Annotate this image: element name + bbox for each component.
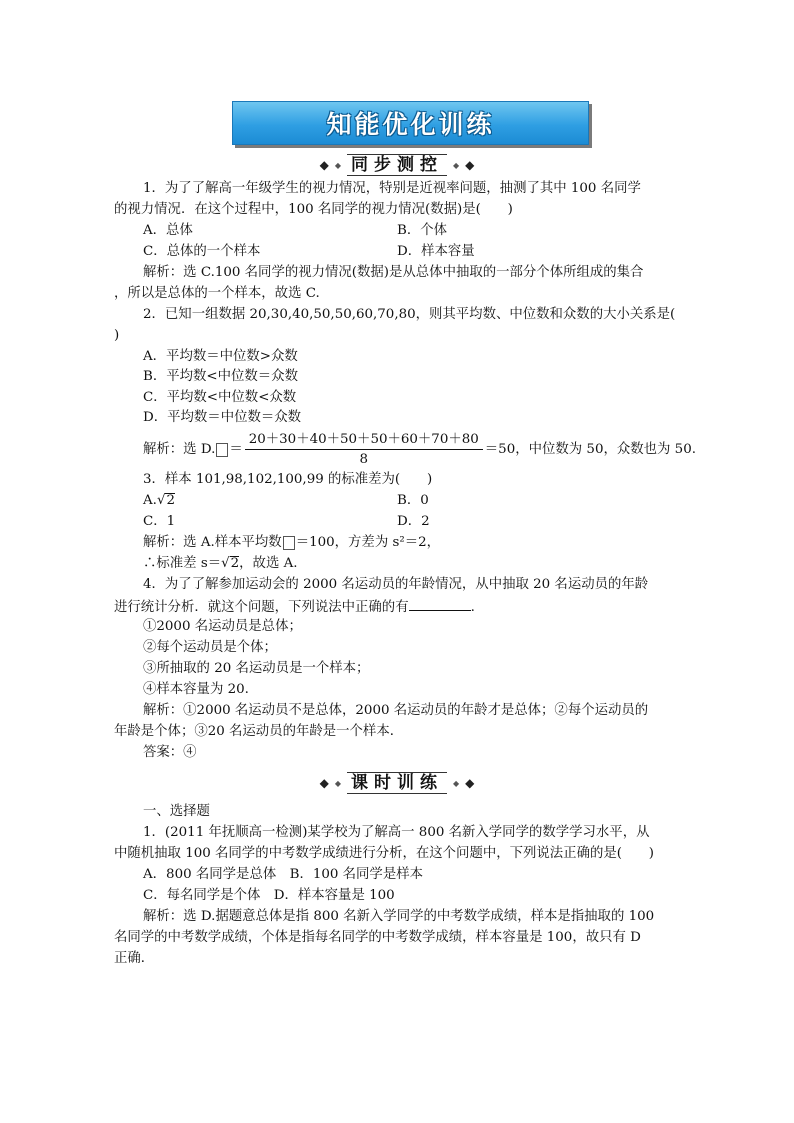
fraction-denominator: 8 (359, 452, 369, 467)
q4-analysis: 年龄是个体；③20 名运动员的年龄是一个样本． (114, 724, 404, 739)
q2-option-c: C．平均数<中位数<众数 (143, 390, 297, 405)
part2-heading: 一、选择题 (143, 804, 210, 819)
section-title: 课时训练 (347, 772, 447, 794)
q4-statement-3: ③所抽取的 20 名运动员是一个样本； (143, 661, 370, 676)
q2-analysis-suffix: ＝50，中位数为 50，众数也为 50. (484, 442, 696, 457)
q1-option-d: D．样本容量 (397, 244, 475, 259)
q1-option-a: A．总体 (143, 223, 193, 238)
q4-stem (114, 596, 475, 618)
q3-option-c: C．1 (143, 514, 176, 529)
sqrt-radicand: 2 (230, 556, 240, 571)
q2-mean-fraction (245, 430, 483, 469)
mean-symbol-icon (216, 443, 228, 457)
q3-analysis-l2-prefix: ∴标准差 s＝ (143, 556, 222, 571)
fraction-numerator: 20＋30＋40＋50＋50＋60＋70＋80 (245, 430, 483, 450)
sqrt-radicand: 2 (166, 493, 176, 508)
mean-symbol-icon (283, 536, 295, 550)
section-header-class-training (0, 771, 794, 795)
q4-stem-text: 进行统计分析．就这个问题，下列说法中正确的有 (114, 600, 409, 615)
p2-q1-options-cd: C．每名同学是个体 D．样本容量是 100 (143, 888, 395, 903)
q4-statement-1: ①2000 名运动员是总体； (143, 619, 302, 634)
sqrt-icon: √ (221, 556, 230, 571)
q4-statement-4: ④样本容量为 20. (143, 682, 249, 697)
p2-q1-options-ab: A．800 名同学是总体 B．100 名同学是样本 (143, 867, 423, 882)
diamond-ornament-icon: ◆ (453, 778, 460, 788)
q3-option-d: D．2 (397, 514, 430, 529)
q1-stem: 1．为了了解高一年级学生的视力情况，特别是近视率问题，抽测了其中 100 名同学 (143, 181, 641, 196)
q2-option-b: B．平均数<中位数＝众数 (143, 369, 298, 384)
p2-q1-analysis: 名同学的中考数学成绩，个体是指每名同学的中考数学成绩，样本容量是 100，故只有 D (114, 930, 641, 945)
q3-option-b: B．0 (397, 493, 429, 508)
q1-option-c: C．总体的一个样本 (143, 244, 261, 259)
q2-analysis (143, 430, 696, 469)
q3-analysis (143, 554, 298, 574)
section-header-sync-test (0, 153, 794, 177)
q4-answer: 答案：④ (143, 745, 197, 760)
diamond-ornament-icon: ◆ (465, 776, 475, 790)
diamond-ornament-icon: ◆ (453, 160, 460, 170)
q3-option-a (143, 491, 175, 511)
p2-q1-analysis: 正确． (114, 951, 155, 966)
q4-stem: 4．为了了解参加运动会的 2000 名运动员的年龄情况，从中抽取 20 名运动员的年龄 (143, 577, 649, 592)
page-title: 知能优化训练 (326, 110, 495, 139)
title-banner (232, 101, 589, 145)
q1-option-b: B．个体 (397, 223, 448, 238)
q2-analysis-prefix: 解析：选 D. (143, 442, 216, 457)
q2-option-d: D．平均数＝中位数＝众数 (143, 410, 302, 425)
diamond-ornament-icon: ◆ (319, 158, 329, 172)
p2-q1-stem: 中随机抽取 100 名同学的中考数学成绩进行分析，在这个问题中，下列说法正确的是( ) (114, 846, 654, 861)
diamond-ornament-icon: ◆ (334, 778, 341, 788)
q1-analysis: 解析：选 C.100 名同学的视力情况(数据)是从总体中抽取的一部分个体所组成的集合 (143, 265, 644, 280)
answer-blank (409, 596, 471, 611)
q2-analysis-eq: ＝ (229, 442, 243, 457)
diamond-ornament-icon: ◆ (465, 158, 475, 172)
q4-analysis: 解析：①2000 名运动员不是总体，2000 名运动员的年龄才是总体；②每个运动员的 (143, 703, 649, 718)
q2-stem: 2．已知一组数据 20,30,40,50,50,60,70,80，则其平均数、中位数和众数的大小关系是( (143, 307, 676, 322)
q1-analysis: ，所以是总体的一个样本，故选 C. (114, 286, 320, 301)
q4-stem-end: . (470, 600, 475, 615)
q2-option-a: A．平均数＝中位数>众数 (143, 349, 298, 364)
q3-analysis-prefix: 解析：选 A.样本平均数 (143, 535, 282, 550)
q1-stem: 的视力情况．在这个过程中，100 名同学的视力情况(数据)是( ) (114, 202, 513, 217)
q3-analysis (143, 533, 440, 553)
sqrt-icon: √ (156, 493, 166, 508)
diamond-ornament-icon: ◆ (319, 776, 329, 790)
diamond-ornament-icon: ◆ (334, 160, 341, 170)
q4-statement-2: ②每个运动员是个体； (143, 640, 277, 655)
p2-q1-stem: 1．(2011 年抚顺高一检测)某学校为了解高一 800 名新入学同学的数学学习水平，从 (143, 825, 650, 840)
q3-analysis-l2-suffix: ，故选 A. (239, 556, 298, 571)
q2-stem: ) (114, 328, 120, 343)
q3-option-a-label: A. (143, 493, 157, 508)
section-title: 同步测控 (347, 154, 447, 176)
q3-analysis-suffix: ＝100，方差为 s²＝2， (295, 535, 441, 550)
p2-q1-analysis: 解析：选 D.据题意总体是指 800 名新入学同学的中考数学成绩，样本是指抽取的 100 (143, 909, 655, 924)
q3-stem: 3．样本 101,98,102,100,99 的标准差为( ) (143, 472, 433, 487)
